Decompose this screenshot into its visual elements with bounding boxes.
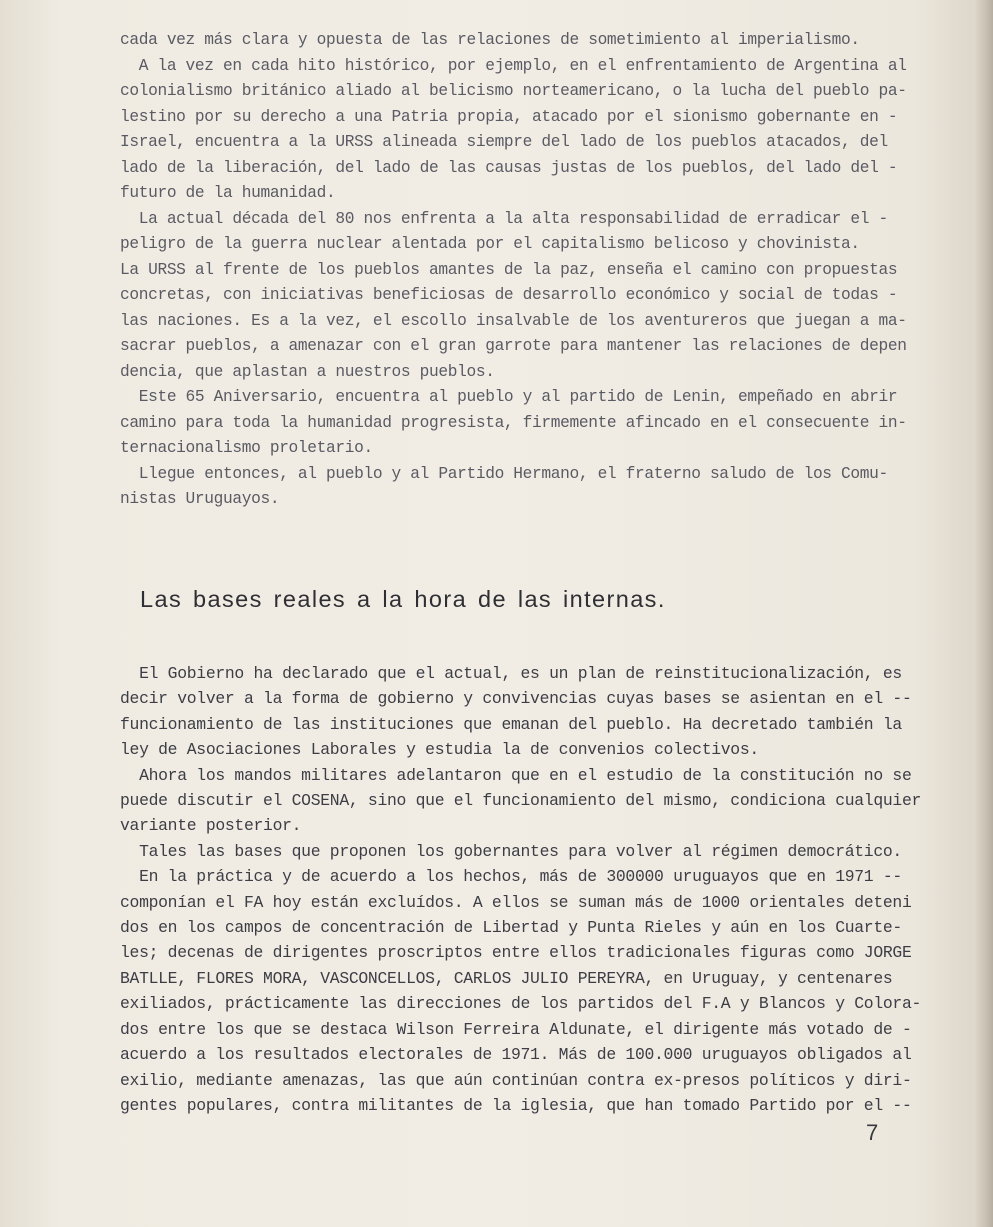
text-line: La actual década del 80 nos enfrenta a la alta responsabilidad de erradicar el - (120, 209, 888, 228)
section-1-body-text (120, 28, 907, 513)
text-line: dos entre los que se destaca Wilson Ferreira Aldunate, el dirigente más votado de - (120, 1019, 912, 1039)
text-line: funcionamiento de las instituciones que emanan del pueblo. Ha decretado también la (120, 714, 902, 734)
text-line: dencia, que aplastan a nuestros pueblos. (120, 362, 495, 381)
text-line: futuro de la humanidad. (120, 184, 336, 202)
text-line: Tales las bases que proponen los gobernantes para volver al régimen democrático. (120, 841, 902, 861)
text-line: acuerdo a los resultados electorales de 1971. Más de 100.000 uruguayos obligados al (120, 1045, 912, 1065)
text-line: camino para toda la humanidad progresista, firmemente afincado en el consecuente in- (120, 413, 907, 432)
text-line: sacrar pueblos, a amenazar con el gran garrote para mantener las relaciones de depen (120, 337, 907, 355)
section-2-body-text (120, 661, 922, 1118)
text-line: concretas, con iniciativas beneficiosas de desarrollo económico y social de todas - (120, 286, 898, 304)
text-line: exiliados, prácticamente las direcciones de los partidos del F.A y Blancos y Colora- (120, 994, 922, 1014)
text-line: Llegue entonces, al pueblo y al Partido Hermano, el fraterno saludo de los Comu- (120, 464, 888, 483)
text-line: A la vez en cada hito histórico, por ejemplo, en el enfrentamiento de Argentina al (120, 56, 907, 75)
text-line: cada vez más clara y opuesta de las relaciones de sometimiento al imperialismo. (120, 31, 860, 49)
page-edge-shadow (975, 0, 993, 1227)
text-line: puede discutir el COSENA, sino que el funcionamiento del mismo, condiciona cualquier (120, 791, 922, 811)
text-line: ley de Asociaciones Laborales y estudia la de convenios colectivos. (120, 740, 759, 760)
text-line: Ahora los mandos militares adelantaron que en el estudio de la constitución no se (120, 765, 912, 785)
page-number: 7 (866, 1120, 879, 1145)
text-line: En la práctica y de acuerdo a los hechos, más de 300000 uruguayos que en 1971 -- (120, 867, 902, 887)
text-line: lestino por su derecho a una Patria propia, atacado por el sionismo gobernante en - (120, 107, 898, 126)
text-line: lado de la liberación, del lado de las causas justas de los pueblos, del lado del - (120, 158, 898, 177)
text-line: Este 65 Aniversario, encuentra al pueblo y al partido de Lenin, empeñado en abrir (120, 388, 898, 406)
text-line: gentes populares, contra militantes de la iglesia, que han tomado Partido por el -- (120, 1095, 912, 1115)
text-line: les; decenas de dirigentes proscriptos entre ellos tradicionales figuras como JORGE (120, 943, 912, 963)
text-line: variante posterior. (120, 816, 302, 836)
section-2-title: Las bases reales a la hora de las internas. (140, 586, 666, 612)
text-line: dos en los campos de concentración de Libertad y Punta Rieles y aún en los Cuarte- (120, 918, 902, 938)
text-line: exilio, mediante amenazas, las que aún continúan contra ex-presos políticos y diri- (120, 1070, 912, 1090)
text-line: Israel, encuentra a la URSS alineada siempre del lado de los pueblos atacados, del (120, 133, 888, 151)
text-line: El Gobierno ha declarado que el actual, es un plan de reinstitucionalización, es (120, 664, 902, 683)
text-line: componían el FA hoy están excluídos. A ellos se suman más de 1000 orientales deteni (120, 892, 912, 912)
text-line: BATLLE, FLORES MORA, VASCONCELLOS, CARLOS JULIO PEREYRA, en Uruguay, y centenares (120, 968, 893, 988)
text-line: decir volver a la forma de gobierno y convivencias cuyas bases se asientan en el -- (120, 689, 912, 709)
text-line: las naciones. Es a la vez, el escollo insalvable de los aventureros que juegan a ma- (120, 311, 907, 330)
text-line: La URSS al frente de los pueblos amantes de la paz, enseña el camino con propuestas (120, 260, 898, 279)
text-line: ternacionalismo proletario. (120, 439, 373, 457)
text-line: peligro de la guerra nuclear alentada por el capitalismo belicoso y chovinista. (120, 235, 860, 253)
text-line: colonialismo británico aliado al belicismo norteamericano, o la lucha del pueblo pa- (120, 82, 907, 100)
text-line: nistas Uruguayos. (120, 490, 280, 508)
